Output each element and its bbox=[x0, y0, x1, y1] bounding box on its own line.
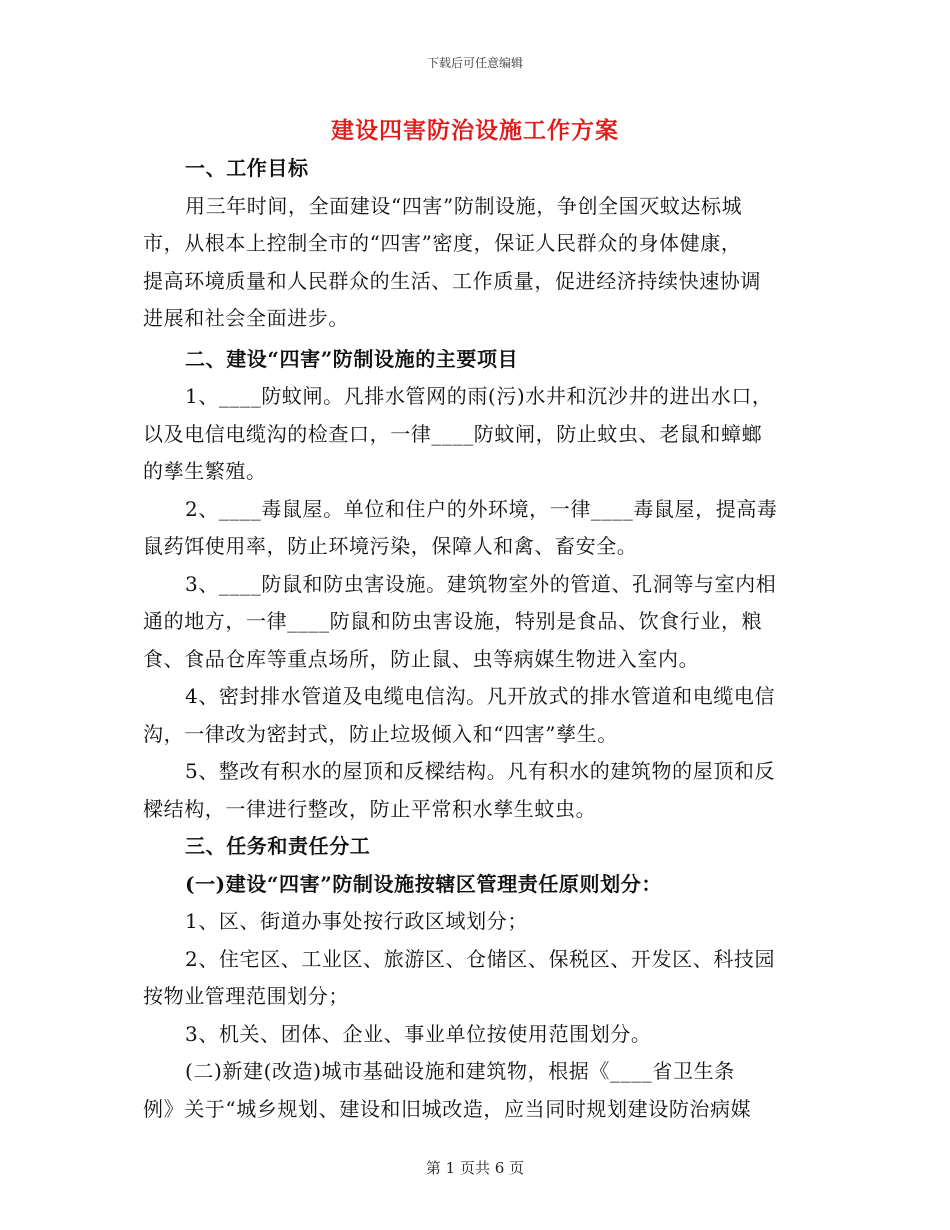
page-header: 下载后可任意编辑 bbox=[426, 56, 523, 70]
list-item-line: 2、____毒鼠屋。单位和住户的外环境，一律____毒鼠屋，提高毒 bbox=[185, 496, 778, 521]
section-heading-1: 一、工作目标 bbox=[185, 156, 309, 180]
paragraph-line: 通的地方，一律____防鼠和防虫害设施，特别是食品、饮食行业，粮 bbox=[143, 609, 763, 633]
list-item-line: 1、____防蚊闸。凡排水管网的雨(污)水井和沉沙井的进出水口， bbox=[185, 384, 773, 408]
paragraph-line: 用三年时间，全面建设“四害”防制设施，争创全国灭蚊达标城 bbox=[185, 193, 743, 218]
list-item-line: 2、住宅区、工业区、旅游区、仓储区、保税区、开发区、科技园 bbox=[185, 946, 776, 971]
paragraph-line: 樑结构，一律进行整改，防止平常积水孳生蚊虫。 bbox=[143, 796, 597, 821]
paragraph-line: 进展和社会全面进步。 bbox=[143, 306, 349, 330]
paragraph-line: 的孳生繁殖。 bbox=[143, 459, 267, 483]
list-item-line: 3、机关、团体、企业、事业单位按使用范围划分。 bbox=[185, 1021, 652, 1046]
paragraph-line: 以及电信电缆沟的检查口，一律____防蚊闸，防止蚊虫、老鼠和蟑螂 bbox=[143, 421, 763, 446]
subsection-heading: (一)建设“四害”防制设施按辖区管理责任原则划分： bbox=[185, 871, 662, 896]
list-item-line: 5、整改有积水的屋顶和反樑结构。凡有积水的建筑物的屋顶和反 bbox=[185, 759, 776, 783]
paragraph-line: 鼠药饵使用率，防止环境污染，保障人和禽、畜安全。 bbox=[143, 534, 638, 558]
section-heading-3: 三、任务和责任分工 bbox=[185, 834, 371, 858]
paragraph-line: 提高环境质量和人民群众的生活、工作质量，促进经济持续快速协调 bbox=[143, 268, 761, 293]
section-heading-2: 二、建设“四害”防制设施的主要项目 bbox=[185, 346, 519, 371]
paragraph-line: (二)新建(改造)城市基础设施和建筑物，根据《____省卫生条 bbox=[185, 1059, 735, 1083]
document-body bbox=[143, 150, 807, 1128]
page-footer: 第 1 页共 6 页 bbox=[425, 1159, 525, 1177]
list-item-line: 3、____防鼠和防虫害设施。建筑物室外的管道、孔洞等与室内相 bbox=[185, 571, 777, 596]
document-title: 建设四害防治设施工作方案 bbox=[331, 117, 619, 144]
list-item-line: 4、密封排水管道及电缆电信沟。凡开放式的排水管道和电缆电信 bbox=[185, 684, 776, 708]
paragraph-line: 沟，一律改为密封式，防止垃圾倾入和“四害”孳生。 bbox=[143, 721, 618, 746]
paragraph-line: 食、食品仓库等重点场所，防止鼠、虫等病媒生物进入室内。 bbox=[143, 646, 700, 671]
paragraph-line: 市，从根本上控制全市的“四害”密度，保证人民群众的身体健康， bbox=[143, 231, 742, 255]
paragraph-line: 例》关于“城乡规划、建设和旧城改造，应当同时规划建设防治病媒 bbox=[143, 1096, 752, 1121]
list-item-line: 1、区、街道办事处按行政区域划分； bbox=[185, 909, 528, 933]
paragraph-line: 按物业管理范围划分； bbox=[143, 984, 349, 1008]
